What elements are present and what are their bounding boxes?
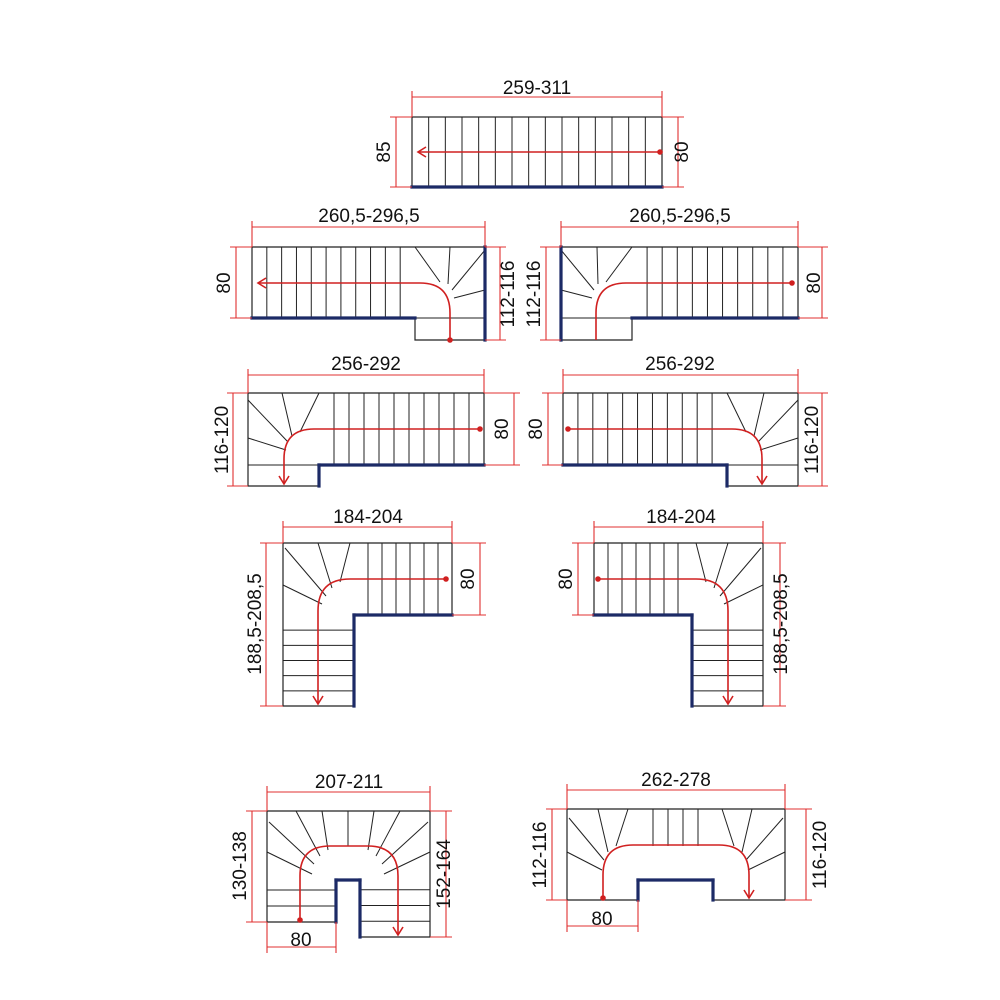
dim-left-label: 80 xyxy=(556,568,577,590)
diagram-u-turn-a xyxy=(230,772,455,953)
dim-right-label: 80 xyxy=(672,141,693,163)
dim-width-label: 184-204 xyxy=(333,507,403,528)
dim-left-label: 80 xyxy=(214,272,235,294)
dim-width-label: 262-278 xyxy=(641,770,711,791)
dim-right-label: 116-120 xyxy=(810,820,831,890)
diagram-l-down-right xyxy=(526,354,828,486)
dim-right-label: 80 xyxy=(458,568,479,590)
walk-start-dot xyxy=(565,426,571,432)
dim-right-label: 188,5-208,5 xyxy=(771,573,792,675)
walk-start-dot xyxy=(447,337,453,343)
dim-width-label: 256-292 xyxy=(331,354,401,375)
walk-start-dot xyxy=(600,895,606,901)
diagram-corner-right xyxy=(556,507,792,706)
walk-start-dot xyxy=(657,149,663,155)
diagram-corner-left xyxy=(245,507,486,706)
dim-right-label: 112-116 xyxy=(498,260,519,328)
dim-right-label: 152-164 xyxy=(434,839,455,909)
dim-width-label: 260,5-296,5 xyxy=(318,206,420,227)
dim-width-label: 260,5-296,5 xyxy=(629,206,731,227)
dim-width-label: 256-292 xyxy=(645,354,715,375)
dim-left-label: 80 xyxy=(526,418,547,440)
dim-left-label: 116-120 xyxy=(212,405,233,475)
dim-left-label: 188,5-208,5 xyxy=(245,573,266,675)
dim-right-label: 80 xyxy=(492,418,513,440)
dim-width-label: 259-311 xyxy=(502,78,572,99)
walk-start-dot xyxy=(789,280,795,286)
dim-left-label: 130-138 xyxy=(230,831,251,901)
dim-bottom-label: 80 xyxy=(290,930,312,951)
dim-left-label: 85 xyxy=(374,141,395,163)
walk-start-dot xyxy=(443,576,449,582)
dim-width-label: 207-211 xyxy=(314,772,384,793)
dim-right-label: 116-120 xyxy=(802,405,823,475)
diagram-l-down-left xyxy=(212,354,520,486)
diagram-l-turn-left xyxy=(214,206,519,343)
walk-start-dot xyxy=(595,576,601,582)
dim-left-label: 112-116 xyxy=(530,821,551,889)
walk-start-dot xyxy=(297,917,303,923)
dim-left-label: 112-116 xyxy=(524,260,545,328)
diagram-l-turn-right xyxy=(524,206,828,340)
dim-right-label: 80 xyxy=(804,272,825,294)
diagram-straight xyxy=(374,78,693,187)
walk-start-dot xyxy=(477,426,483,432)
diagram-u-turn-b xyxy=(530,770,831,932)
dim-width-label: 184-204 xyxy=(646,507,716,528)
dim-bottom-label: 80 xyxy=(591,909,613,930)
